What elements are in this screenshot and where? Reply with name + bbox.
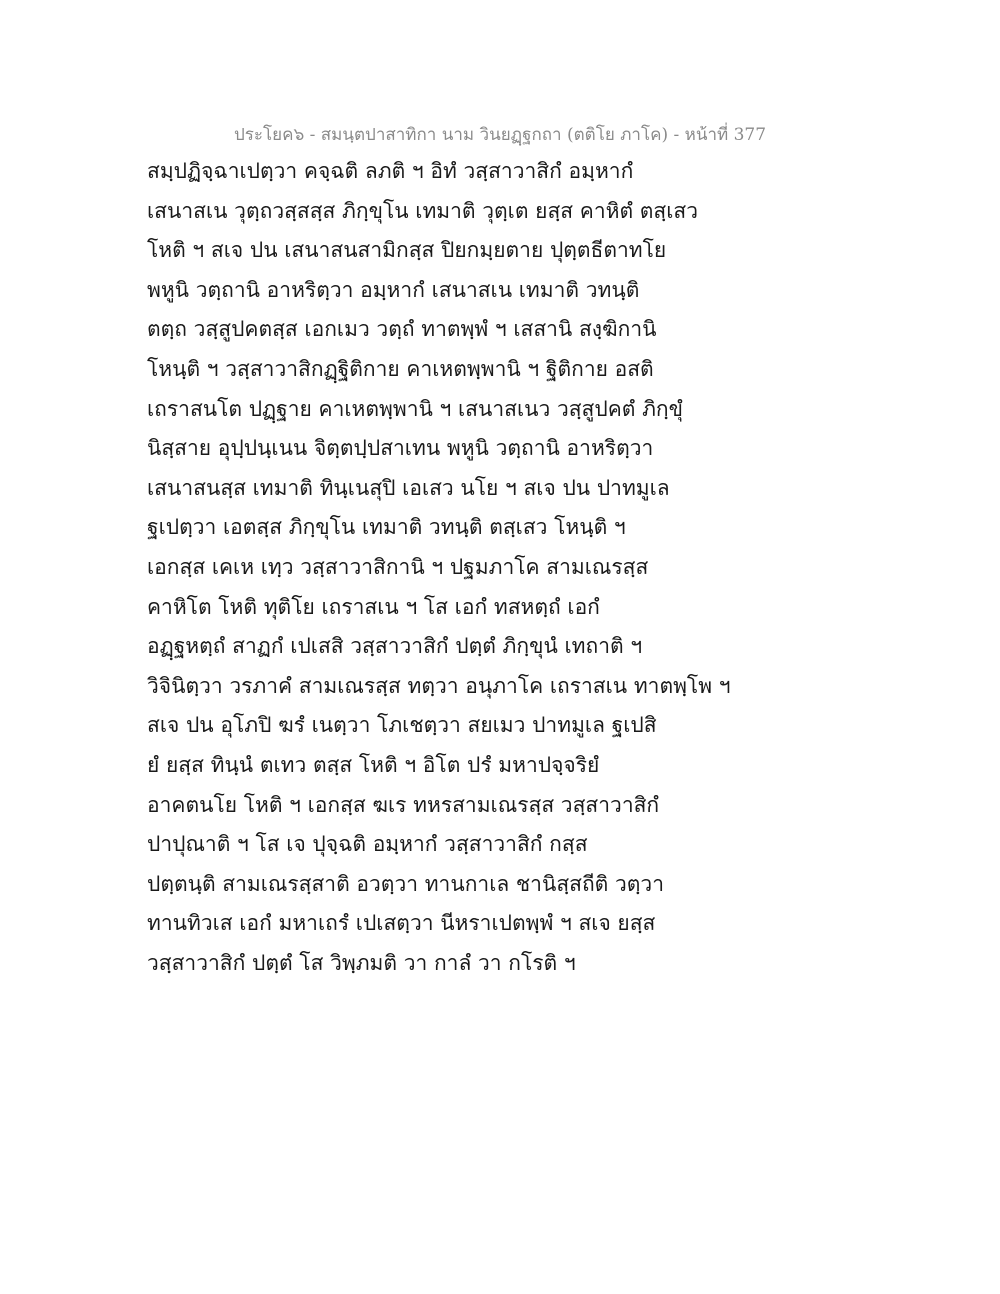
text-line: เสนาสเน วุตฺถวสฺสสฺส ภิกฺขุโน เทมาติ วุตฺเต ยสฺส คาหิตํ ตสฺเสว — [147, 198, 699, 223]
text-line: นิสฺสาย อุปฺปนฺเนน จิตฺตปฺปสาเทน พหูนิ วตฺถานิ อาหริตฺวา — [147, 436, 654, 461]
text-line: อฏฺฐหตฺถํ สาฏกํ เปเสสิ วสฺสาวาสิกํ ปตฺตํ ภิกฺขุนํ เทถาติ ฯ — [147, 634, 643, 659]
text-line: โหนฺติ ฯ วสฺสาวาสิกฏฺฐิติกาย คาเหตพฺพานิ ฯ ฐิติกาย อสติ — [147, 356, 654, 381]
text-line: เถราสนโต ปฏฺฐาย คาเหตพฺพานิ ฯ เสนาสเนว วสฺสูปคตํ ภิกฺขุํ — [147, 396, 683, 421]
text-line: สมฺปฏิจฺฉาเปตฺวา คจฺฉติ ลภติ ฯ อิทํ วสฺสาวาสิกํ อมฺหากํ — [147, 159, 634, 183]
text-line: ฐเปตฺวา เอตสฺส ภิกฺขุโน เทมาติ วทนฺติ ตสฺเสว โหนฺติ ฯ — [147, 515, 626, 540]
text-line: คาหิโต โหติ ทุติโย เถราสเน ฯ โส เอกํ ทสหตฺถํ เอกํ — [147, 594, 600, 619]
text-line: ตตฺถ วสฺสูปคตสฺส เอกเมว วตฺถํ ทาตพฺพํ ฯ เสสานิ สงฺฆิกานิ — [147, 317, 657, 342]
body-text — [147, 152, 867, 983]
text-line: พหูนิ วตฺถานิ อาหริตฺวา อมฺหากํ เสนาสเน เทมาติ วทนฺติ — [147, 277, 640, 302]
text-line: วสฺสาวาสิกํ ปตฺตํ โส วิพฺภมติ วา กาลํ วา กโรติ ฯ — [147, 950, 576, 975]
text-line: สเจ ปน อุโภปิ ฆรํ เนตฺวา โภเชตฺวา สยเมว ปาทมูเล ฐเปสิ — [147, 713, 657, 738]
text-line: วิจินิตฺวา วรภาคํ สามเณรสฺส ทตฺวา อนุภาโค เถราสเน ทาตพฺโพ ฯ — [147, 673, 731, 698]
text-line: เอกสฺส เคเห เทฺว วสฺสาวาสิกานิ ฯ ปฐมภาโค สามเณรสฺส — [147, 554, 649, 579]
page-header: ประโยค๖ - สมนฺตปาสาทิกา นาม วินยฏฺฐกถา (ตติโย ภาโค) - หน้าที่ 377 — [233, 125, 767, 145]
text-line: โหติ ฯ สเจ ปน เสนาสนสามิกสฺส ปิยกมฺยตาย ปุตฺตธีตาทโย — [147, 238, 667, 263]
text-line: ปตฺตนฺติ สามเณรสฺสาติ อวตฺวา ทานกาเล ชานิสฺสถีติ วตฺวา — [147, 871, 665, 896]
text-line: ปาปุณาติ ฯ โส เจ ปุจฺฉติ อมฺหากํ วสฺสาวาสิกํ กสฺส — [147, 832, 588, 857]
text-line: อาคตนโย โหติ ฯ เอกสฺส ฆเร ทหรสามเณรสฺส วสฺสาวาสิกํ — [147, 792, 660, 817]
text-line: ยํ ยสฺส ทินฺนํ ตเทว ตสฺส โหติ ฯ อิโต ปรํ มหาปจฺจริยํ — [147, 752, 600, 777]
text-line: ทานทิวเส เอกํ มหาเถรํ เปเสตฺวา นีหราเปตพฺพํ ฯ สเจ ยสฺส — [147, 911, 656, 936]
text-line: เสนาสนสฺส เทมาติ ทินฺเนสุปิ เอเสว นโย ฯ สเจ ปน ปาทมูเล — [147, 475, 670, 500]
